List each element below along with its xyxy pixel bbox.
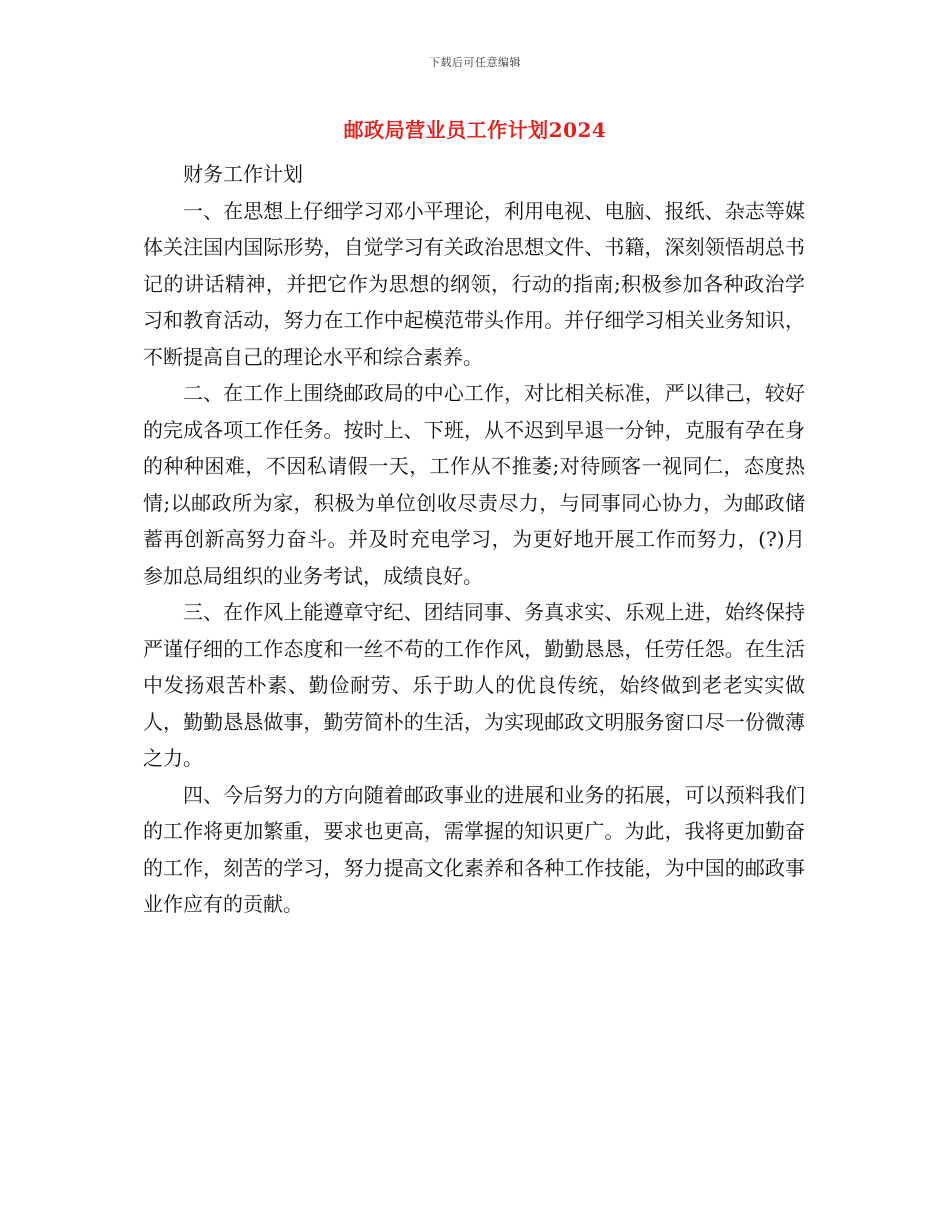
header-note: 下载后可任意编辑 <box>429 56 521 69</box>
paragraph-3: 三、在作风上能遵章守纪、团结同事、务真求实、乐观上进，始终保持严谨仔细的工作态度和一丝不苟的工作作风，勤勤恳恳，任劳任怨。在生活中发扬艰苦朴素、勤俭耐劳、乐于助人的优良传统，始终做到老老实实做人，勤勤恳恳做事，勤劳简朴的生活，为实现邮政文明服务窗口尽一份微薄之力。 <box>143 600 805 770</box>
paragraph-1: 一、在思想上仔细学习邓小平理论，利用电视、电脑、报纸、杂志等媒体关注国内国际形势，自觉学习有关政治思想文件、书籍，深刻领悟胡总书记的讲话精神，并把它作为思想的纲领，行动的指南;积极参加各种政治学习和教育活动，努力在工作中起模范带头作用。并仔细学习相关业务知识，不断提高自己的理论水平和综合素养。 <box>143 198 805 369</box>
document-body <box>143 156 805 923</box>
document-title: 邮政局营业员工作计划2024 <box>343 118 607 142</box>
paragraph-2: 二、在工作上围绕邮政局的中心工作，对比相关标准，严以律己，较好的完成各项工作任务。按时上、下班，从不迟到早退一分钟，克服有孕在身的种种困难，不因私请假一天，工作从不推萎;对待顾客一视同仁，态度热情;以邮政所为家，积极为单位创收尽责尽力，与同事同心协力，为邮政储蓄再创新高努力奋斗。并及时充电学习，为更好地开展工作而努力，(?)月参加总局组织的业务考试，成绩良好。 <box>143 381 805 588</box>
paragraph-4: 四、今后努力的方向随着邮政事业的进展和业务的拓展，可以预料我们的工作将更加繁重，要求也更高，需掌握的知识更广。为此，我将更加勤奋的工作，刻苦的学习，努力提高文化素养和各种工作技能，为中国的邮政事业作应有的贡献。 <box>143 782 805 916</box>
section-heading: 财务工作计划 <box>183 162 303 186</box>
